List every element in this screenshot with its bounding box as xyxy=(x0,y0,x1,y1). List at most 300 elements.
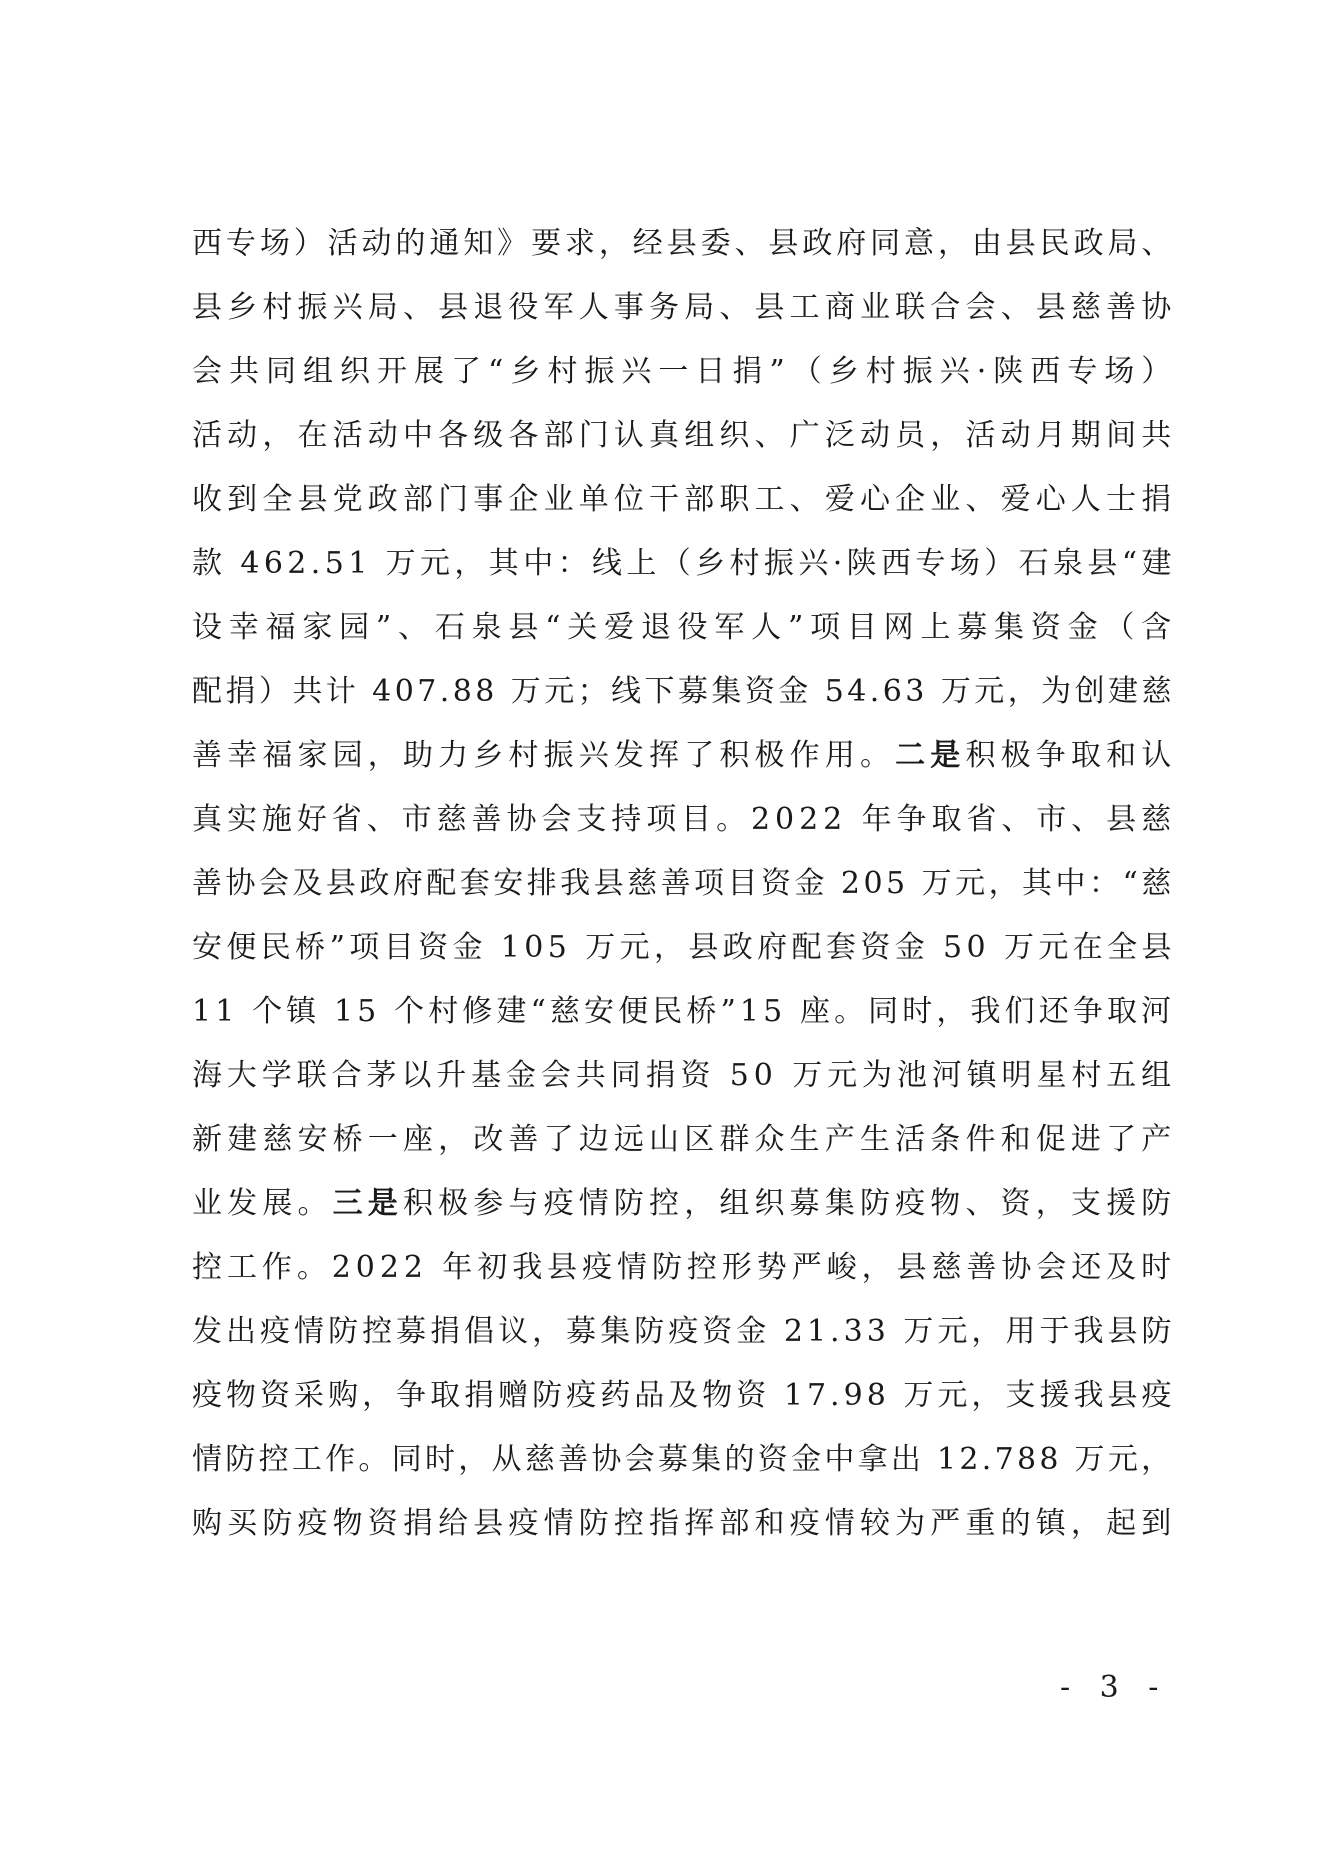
text-char: 疫 xyxy=(566,1378,597,1413)
text-char: 陕 xyxy=(993,354,1024,389)
text-line xyxy=(192,1108,1172,1172)
text-char: 组 xyxy=(1141,1058,1172,1093)
text-char: 村 xyxy=(729,546,761,581)
text-char: 同 xyxy=(610,1058,642,1093)
text-char: 募 xyxy=(789,1186,821,1221)
text-char: 府 xyxy=(757,930,788,965)
text-char: 防 xyxy=(634,1314,665,1349)
text-char: 项 xyxy=(694,866,725,901)
text-char: 产 xyxy=(824,1122,856,1157)
text-char xyxy=(929,916,939,980)
text-char: 业 xyxy=(543,482,575,517)
text-char: 爱 xyxy=(1000,482,1032,517)
text-char: 我 xyxy=(1073,1378,1104,1413)
text-char: 积 xyxy=(719,738,750,773)
text-char: 2 xyxy=(403,1250,424,1285)
text-char: 县 xyxy=(1107,1378,1138,1413)
text-char: 6 xyxy=(263,546,284,581)
text-char: 1 xyxy=(215,994,235,1029)
text-char: ， xyxy=(532,1314,563,1349)
text-char: 购 xyxy=(192,1506,223,1541)
text-char: 我 xyxy=(512,1250,543,1285)
text-char: 情 xyxy=(578,1186,610,1221)
text-char xyxy=(359,660,369,724)
text-char: 大 xyxy=(226,1058,258,1093)
text-char: 争 xyxy=(396,1378,427,1413)
text-char: 同 xyxy=(868,994,899,1029)
text-char: ， xyxy=(988,866,1020,901)
text-char: 资 xyxy=(702,1314,733,1349)
text-char: 持 xyxy=(611,802,642,837)
text-char: 建 xyxy=(227,1122,258,1157)
text-char: 安 xyxy=(297,1122,328,1157)
text-char: 政 xyxy=(722,930,754,965)
text-char: 县 xyxy=(547,1250,578,1285)
text-char: 0 xyxy=(753,1058,774,1093)
text-char: 极 xyxy=(1000,738,1032,773)
text-char: . xyxy=(869,674,880,709)
text-char: 镇 xyxy=(286,994,317,1029)
text-char: 县 xyxy=(1087,546,1118,581)
text-char: 同 xyxy=(266,354,297,389)
text-char: 网 xyxy=(883,610,915,645)
text-char: 善 xyxy=(192,738,223,773)
text-char: 资 xyxy=(744,674,776,709)
text-char: 捐 xyxy=(402,1506,434,1541)
text-char: 的 xyxy=(724,1442,755,1477)
text-char: 募 xyxy=(657,1442,689,1477)
text-char: 座 xyxy=(402,1122,434,1157)
text-char: 取 xyxy=(1070,738,1102,773)
text-char: 集 xyxy=(824,1186,856,1221)
text-char: 资 xyxy=(757,1442,789,1477)
text-char: 募 xyxy=(957,610,988,645)
text-char: 边 xyxy=(578,1122,610,1157)
text-char: 参 xyxy=(473,1186,504,1221)
text-char: 村 xyxy=(1071,1058,1102,1093)
text-char: 幸 xyxy=(228,610,260,645)
text-char: 疫 xyxy=(668,1314,699,1349)
text-char: 中 xyxy=(1055,866,1086,901)
text-char: 0 xyxy=(394,674,415,709)
text-char: 池 xyxy=(896,1058,928,1093)
text-char: 一 xyxy=(658,354,689,389)
text-char: 争 xyxy=(896,802,928,837)
text-char: 2 xyxy=(799,802,819,837)
text-line xyxy=(192,852,1172,916)
text-char: 元 xyxy=(827,1058,858,1093)
text-char: 捐 xyxy=(225,674,256,709)
text-char: 目 xyxy=(681,802,712,837)
text-char: 力 xyxy=(438,738,469,773)
text-char: 1 xyxy=(192,994,212,1029)
text-char: 安 xyxy=(192,930,223,965)
text-char: 石 xyxy=(434,610,466,645)
text-line xyxy=(192,1044,1172,1108)
text-char: 挥 xyxy=(649,738,680,773)
text-char: 村 xyxy=(262,290,293,325)
text-char: 5 xyxy=(547,930,568,965)
text-char: 中 xyxy=(824,1442,855,1477)
text-char: 药 xyxy=(600,1378,631,1413)
text-char: 资 xyxy=(736,1378,767,1413)
text-char: ） xyxy=(984,546,1015,581)
text-char: 乡 xyxy=(695,546,726,581)
text-char: 1 xyxy=(937,1442,957,1477)
text-char xyxy=(498,660,508,724)
text-char: 控 xyxy=(686,1250,718,1285)
text-char: 协 xyxy=(225,866,256,901)
text-char: 物 xyxy=(226,1378,257,1413)
text-char: 组 xyxy=(719,1186,750,1221)
text-char: 0 xyxy=(524,930,544,965)
text-char: 业 xyxy=(930,482,961,517)
text-char: 乡 xyxy=(227,290,258,325)
text-char: 协 xyxy=(591,1442,622,1477)
text-char: ） xyxy=(1141,354,1172,389)
text-char: 活 xyxy=(965,418,996,453)
text-char: 金 xyxy=(791,1442,822,1477)
text-char: 防 xyxy=(328,1314,359,1349)
text-char: 了 xyxy=(684,738,715,773)
text-char: 慈 xyxy=(549,994,581,1029)
text-char: 协 xyxy=(1001,1250,1032,1285)
text-char: 物 xyxy=(930,1186,961,1221)
text-char: 专 xyxy=(225,226,257,261)
text-line xyxy=(192,404,1172,468)
text-char: 情 xyxy=(543,1506,575,1541)
text-char: 务 xyxy=(649,290,680,325)
text-char: 真 xyxy=(192,802,223,837)
text-char: 乡 xyxy=(473,738,504,773)
text-char: 动 xyxy=(367,418,399,453)
text-char: 疫 xyxy=(260,1314,291,1349)
text-char: 西 xyxy=(881,546,912,581)
text-char: 支 xyxy=(1070,1186,1102,1221)
text-char: 疫 xyxy=(543,1186,575,1221)
text-line xyxy=(192,1492,1172,1556)
text-char: 生 xyxy=(859,1122,891,1157)
text-char: 5 xyxy=(943,930,963,965)
text-char: 捐 xyxy=(1141,482,1172,517)
text-char: 桥 xyxy=(332,1122,364,1157)
text-char: 县 xyxy=(192,290,223,325)
text-char xyxy=(847,788,857,852)
text-char: 在 xyxy=(297,418,328,453)
text-char: 工 xyxy=(226,1250,258,1285)
text-char: 募 xyxy=(566,1314,597,1349)
text-char: ， xyxy=(930,418,961,453)
text-char: 挥 xyxy=(684,1506,715,1541)
text-char: 合 xyxy=(331,1058,363,1093)
text-char: ， xyxy=(971,1378,1002,1413)
text-char: 善 xyxy=(1106,290,1137,325)
text-char: 县 xyxy=(754,290,785,325)
text-line xyxy=(192,340,1172,404)
text-char: 省 xyxy=(966,802,997,837)
text-char: 促 xyxy=(1035,1122,1067,1157)
text-char: 与 xyxy=(508,1186,539,1221)
text-char: 2 xyxy=(379,1250,400,1285)
text-char: 极 xyxy=(754,738,785,773)
text-char: · xyxy=(832,546,843,581)
text-char xyxy=(778,1044,788,1108)
text-char: 役 xyxy=(508,290,539,325)
text-char: 情 xyxy=(294,1314,325,1349)
text-char xyxy=(924,1428,934,1492)
text-char: 协 xyxy=(1141,290,1172,325)
text-char: 委 xyxy=(700,226,732,261)
text-char: 要 xyxy=(531,226,562,261)
text-char: 集 xyxy=(711,674,742,709)
text-char: 情 xyxy=(617,1250,648,1285)
text-char: 和 xyxy=(1000,1122,1032,1157)
text-char: 党 xyxy=(332,482,364,517)
text-char: 学 xyxy=(261,1058,293,1093)
text-char: ， xyxy=(438,1122,469,1157)
text-char: 取 xyxy=(1106,994,1138,1029)
text-char: 场 xyxy=(1104,354,1135,389)
text-char: 万 xyxy=(510,674,542,709)
text-char xyxy=(372,532,382,596)
text-char: 共 xyxy=(1141,418,1172,453)
text-char: 、 xyxy=(734,226,765,261)
text-char: 县 xyxy=(896,1250,928,1285)
text-char: 民 xyxy=(652,994,683,1029)
section-marker-char: 是 xyxy=(367,1186,399,1221)
text-char: 支 xyxy=(576,802,607,837)
text-char: 作 xyxy=(261,1250,293,1285)
text-char: （ xyxy=(1104,610,1135,645)
text-char: 职 xyxy=(719,482,750,517)
text-char: 作 xyxy=(325,1442,356,1477)
text-char: 收 xyxy=(192,482,223,517)
text-char xyxy=(890,1364,900,1428)
text-char: 目 xyxy=(383,930,415,965)
text-char: 8 xyxy=(1016,1442,1037,1477)
text-char: 县 xyxy=(688,930,719,965)
text-char: 防 xyxy=(1141,1314,1172,1349)
text-char: 8 xyxy=(866,1378,887,1413)
text-char: 政 xyxy=(1073,226,1105,261)
text-char: 活 xyxy=(895,1122,926,1157)
text-char: 新 xyxy=(192,1122,223,1157)
text-char: 县 xyxy=(508,610,539,645)
text-char: 万 xyxy=(1074,1442,1106,1477)
text-char: 专 xyxy=(1067,354,1098,389)
text-char: 中 xyxy=(523,546,554,581)
text-char: 防 xyxy=(651,1250,683,1285)
text-char: 业 xyxy=(859,290,891,325)
text-char: 共 xyxy=(575,1058,607,1093)
text-char: 采 xyxy=(294,1378,325,1413)
text-char: 专 xyxy=(915,546,946,581)
text-char: 县 xyxy=(438,290,469,325)
text-char: 目 xyxy=(846,610,878,645)
text-char: 控 xyxy=(613,1506,645,1541)
text-char: 西 xyxy=(1030,354,1061,389)
text-char: 还 xyxy=(1038,994,1070,1029)
text-char: 。 xyxy=(834,994,865,1029)
section-marker-char: 二 xyxy=(895,738,926,773)
text-char xyxy=(812,660,822,724)
text-char: ， xyxy=(1007,674,1039,709)
text-char: 军 xyxy=(714,610,745,645)
text-char: 防 xyxy=(532,1378,563,1413)
text-char xyxy=(320,980,330,1044)
text-char: 为 xyxy=(895,1506,926,1541)
text-char: 元 xyxy=(619,930,651,965)
text-char: 资 xyxy=(260,1378,291,1413)
section-marker-char: 是 xyxy=(930,738,961,773)
text-char: ， xyxy=(262,418,293,453)
text-char xyxy=(428,1236,438,1300)
text-char: 1 xyxy=(333,994,354,1029)
text-char: 取 xyxy=(931,802,962,837)
text-char: 严 xyxy=(791,1250,823,1285)
text-char: 河 xyxy=(1141,994,1172,1029)
text-char: 援 xyxy=(1106,1186,1137,1221)
text-char: 村 xyxy=(547,354,578,389)
text-char: 桥 xyxy=(295,930,326,965)
text-char: 经 xyxy=(632,226,664,261)
text-char: 套 xyxy=(825,930,857,965)
text-char: 我 xyxy=(970,994,1001,1029)
text-char: 生 xyxy=(789,1122,821,1157)
text-char: . xyxy=(981,1442,992,1477)
text-char: ， xyxy=(598,226,630,261)
text-char: 展 xyxy=(262,1186,293,1221)
text-char: 了 xyxy=(1106,1122,1137,1157)
text-char: 积 xyxy=(402,1186,434,1221)
text-char: 时 xyxy=(902,994,933,1029)
text-char: 求 xyxy=(564,226,596,261)
text-char: 疫 xyxy=(1141,1378,1172,1413)
text-char: 活 xyxy=(327,226,359,261)
text-line xyxy=(192,788,1172,852)
text-char: 防 xyxy=(578,1506,610,1541)
text-char: ， xyxy=(937,226,969,261)
text-char: 、 xyxy=(1071,802,1102,837)
text-char: ， xyxy=(1035,1186,1067,1221)
text-char: 我 xyxy=(1073,1314,1104,1349)
text-char: “ xyxy=(530,994,547,1029)
text-char: 兴 xyxy=(578,738,610,773)
text-char: 共 xyxy=(292,674,323,709)
text-char: 集 xyxy=(600,1314,631,1349)
text-char: 8 xyxy=(475,674,495,709)
text-char: 善 xyxy=(660,866,692,901)
text-char: 资 xyxy=(1000,1186,1032,1221)
text-char: 计 xyxy=(325,674,357,709)
text-char: 各 xyxy=(438,418,469,453)
text-char: 产 xyxy=(1141,1122,1172,1157)
text-char: 慈 xyxy=(627,866,658,901)
text-char: 部 xyxy=(543,418,575,453)
text-char: 幸 xyxy=(227,738,258,773)
text-char: 善 xyxy=(192,866,223,901)
text-char: 认 xyxy=(613,418,645,453)
text-char: 、 xyxy=(1000,290,1032,325)
text-char xyxy=(890,1300,900,1364)
text-char: 4 xyxy=(372,674,392,709)
text-char: 村 xyxy=(428,994,459,1029)
text-char: 动 xyxy=(361,226,393,261)
text-char: 明 xyxy=(1001,1058,1033,1093)
text-char: 、 xyxy=(1141,226,1172,261)
text-char: 5 xyxy=(886,866,906,901)
text-char: 4 xyxy=(240,546,260,581)
text-char: 部 xyxy=(402,482,434,517)
text-char: 。 xyxy=(716,802,747,837)
text-char: 家 xyxy=(302,610,333,645)
text-char: 3 xyxy=(905,674,925,709)
page-number: - 3 - xyxy=(1060,1670,1169,1705)
text-char: 0 xyxy=(863,866,884,901)
text-char: 募 xyxy=(396,1314,427,1349)
text-char: 8 xyxy=(452,674,473,709)
text-char: 8 xyxy=(1039,1442,1059,1477)
text-char: 捐 xyxy=(464,1378,495,1413)
text-char: “ xyxy=(1122,866,1139,901)
text-char: 西 xyxy=(192,226,223,261)
text-char: 福 xyxy=(265,610,297,645)
text-char: 6 xyxy=(882,674,903,709)
text-char: 元 xyxy=(1038,930,1069,965)
text-char: 镇 xyxy=(966,1058,998,1093)
text-char: 了 xyxy=(543,1122,575,1157)
text-char: 合 xyxy=(930,290,961,325)
text-char: 较 xyxy=(859,1506,891,1541)
text-char: 慈 xyxy=(262,1122,293,1157)
text-char: 升 xyxy=(436,1058,467,1093)
text-char: 赠 xyxy=(498,1378,529,1413)
text-char: 同 xyxy=(870,226,901,261)
text-char xyxy=(571,916,581,980)
text-char: 元 xyxy=(1107,1442,1139,1477)
text-char xyxy=(226,532,236,596)
text-char: 政 xyxy=(367,482,399,517)
text-char: 县 xyxy=(593,866,625,901)
text-char: ） xyxy=(293,226,325,261)
text-char: 县 xyxy=(768,226,799,261)
text-char: 市 xyxy=(401,802,433,837)
text-char: 县 xyxy=(666,226,698,261)
text-char: 2 xyxy=(840,866,861,901)
body-text xyxy=(192,212,1172,1556)
text-char: 线 xyxy=(591,546,623,581)
text-char: 局 xyxy=(684,290,715,325)
text-char: 形 xyxy=(721,1250,753,1285)
text-char: ， xyxy=(1070,1506,1102,1541)
text-char: 发 xyxy=(192,1314,223,1349)
text-char: 由 xyxy=(971,226,1003,261)
text-char: 福 xyxy=(262,738,293,773)
text-char: 到 xyxy=(1141,1506,1172,1541)
text-char: 2 xyxy=(823,802,843,837)
text-char: 群 xyxy=(719,1122,750,1157)
text-char: 2 xyxy=(331,1250,352,1285)
text-char xyxy=(770,1364,780,1428)
text-char: ， xyxy=(684,1186,715,1221)
text-char: 金 xyxy=(778,674,809,709)
text-char: 万 xyxy=(940,674,972,709)
text-char: 心 xyxy=(859,482,891,517)
text-char: 资 xyxy=(418,930,449,965)
text-char: 兴 xyxy=(332,290,364,325)
text-char: 捐 xyxy=(430,1314,461,1349)
text-char: ； xyxy=(577,674,609,709)
